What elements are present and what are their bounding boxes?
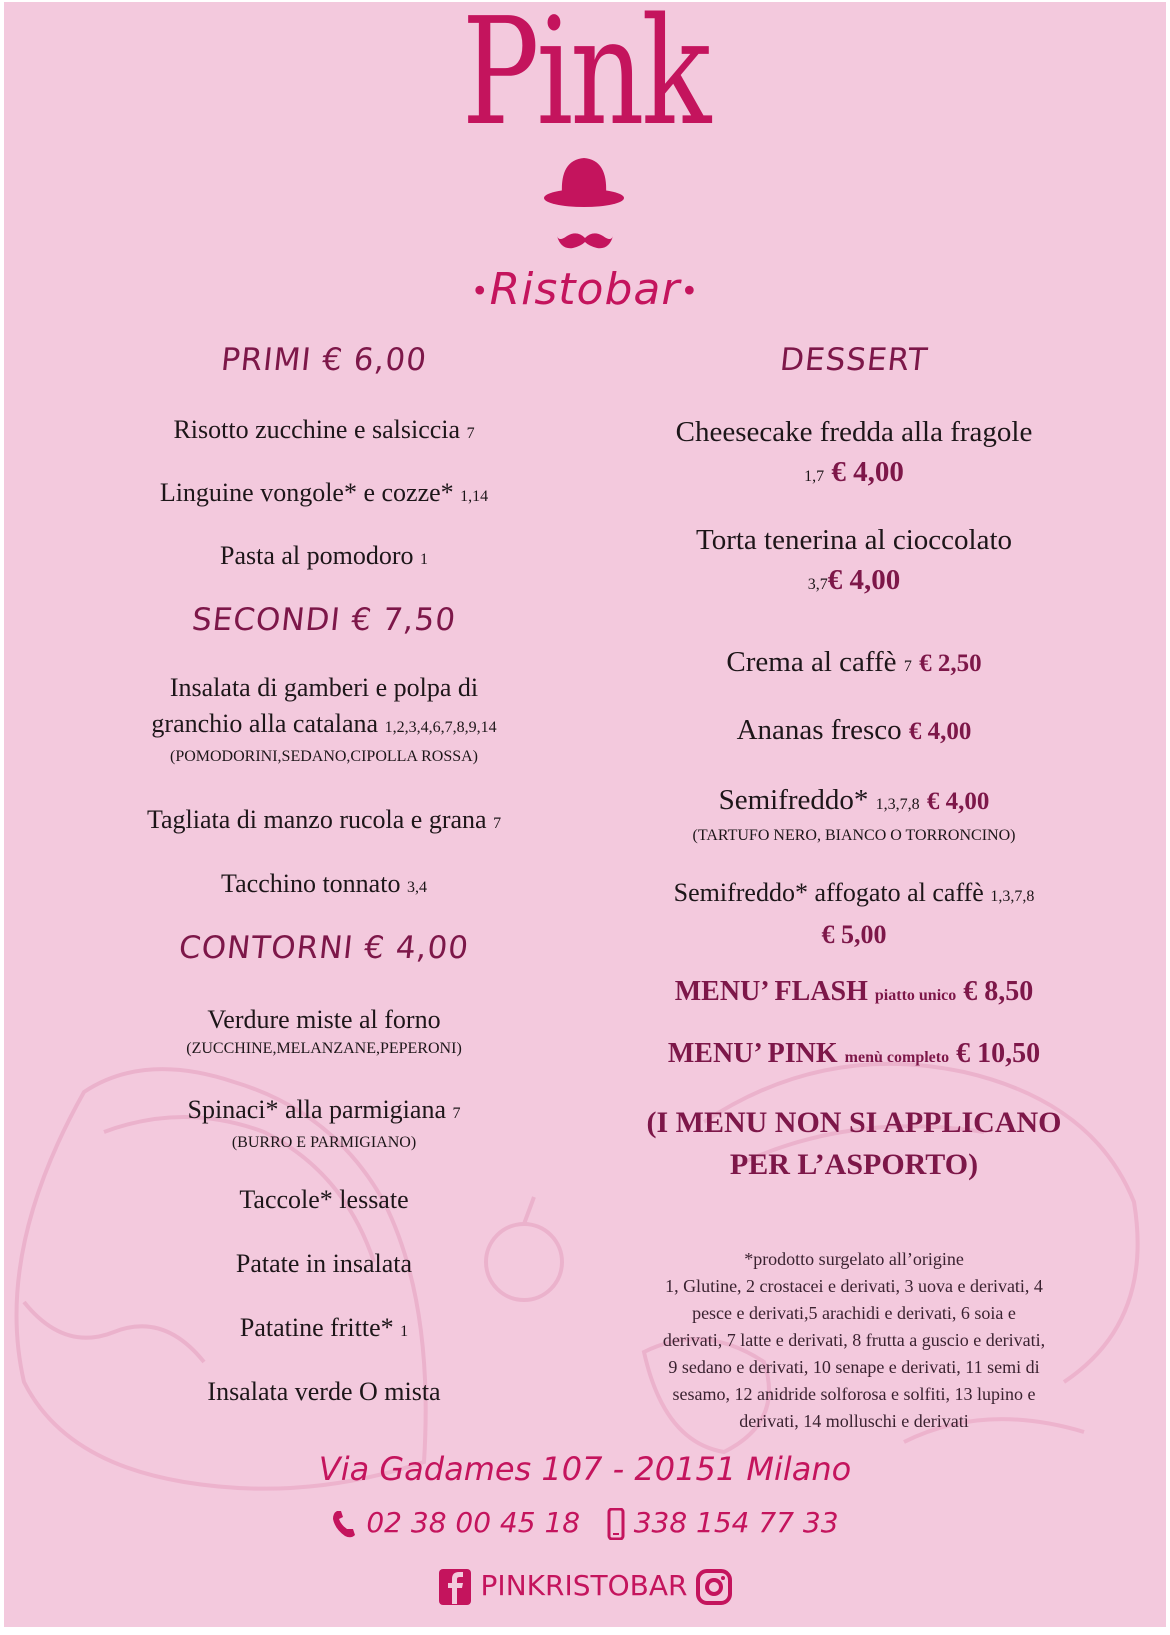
phone-number[interactable]: 02 38 00 45 18 — [366, 1506, 581, 1539]
menu-item: Insalata verde O mista — [207, 1377, 441, 1406]
section-title-primi: PRIMI € 6,00 — [219, 342, 429, 378]
instagram-icon[interactable] — [696, 1568, 732, 1606]
menu-item: Tagliata di manzo rucola e grana 7 — [146, 805, 502, 834]
menu-item: Ananas fresco € 4,00 — [736, 714, 972, 746]
contact-phones — [4, 1506, 1166, 1540]
social-handle — [4, 1568, 1166, 1606]
menu-item: Risotto zucchine e salsiccia 7 — [173, 415, 475, 444]
section-title-dessert: DESSERT — [778, 342, 930, 378]
menu-item: Cheesecake fredda alla fragole 1,7 € 4,00 — [675, 416, 1033, 488]
facebook-icon[interactable] — [438, 1568, 472, 1606]
mobile-icon — [607, 1508, 625, 1540]
menu-item: Linguine vongole* e cozze* 1,14 — [159, 478, 489, 507]
brand-logo: Pink — [461, 2, 709, 158]
menu-pink-offer: MENU’ PINK menù completo € 10,50 — [667, 1038, 1041, 1069]
menu-item: Verdure miste al forno (ZUCCHINE,MELANZANE,PEPERONI) — [186, 1005, 462, 1057]
menu-item: Tacchino tonnato 3,4 — [221, 869, 427, 898]
brand-subtitle: •Ristobar• — [470, 264, 700, 315]
left-column — [94, 2, 554, 1627]
menu-item: Insalata di gamberi e polpa di granchio alla catalana 1,2,3,4,6,7,8,9,14 (POMODORINI,SEDANO,CIPOLLA ROSSA) — [151, 673, 497, 765]
right-column — [594, 2, 1114, 1627]
menu-item: Spinaci* alla parmigiana 7 (BURRO E PARMIGIANO) — [187, 1095, 461, 1151]
menu-item: Patatine fritte* 1 — [239, 1313, 409, 1342]
menu-item: Crema al caffè 7 € 2,50 — [726, 646, 982, 678]
menu-item: Semifreddo* 1,3,7,8 € 4,00 (TARTUFO NERO, BIANCO O TORRONCINO) — [692, 784, 1016, 844]
menu-flash-offer: MENU’ FLASH piatto unico € 8,50 — [674, 976, 1034, 1007]
menu-item: Taccole* lessate — [239, 1185, 409, 1214]
section-title-contorni: CONTORNI € 4,00 — [177, 930, 471, 966]
frozen-note: *prodotto surgelato all’origine — [744, 1249, 964, 1269]
section-title-secondi: SECONDI € 7,50 — [190, 602, 458, 638]
phone-icon — [331, 1509, 357, 1539]
menu-item: Pasta al pomodoro 1 — [219, 541, 429, 570]
menu-item: Torta tenerina al cioccolato 3,7€ 4,00 — [696, 524, 1012, 596]
menu-page — [4, 2, 1166, 1627]
takeaway-notice: (I MENU NON SI APPLICANO PER L’ASPORTO) — [646, 1106, 1062, 1181]
mobile-number[interactable]: 338 154 77 33 — [633, 1506, 839, 1539]
menu-item: Semifreddo* affogato al caffè 1,3,7,8 € 5,00 — [673, 878, 1035, 949]
address: Via Gadames 107 - 20151 Milano — [318, 1450, 852, 1488]
menu-item: Patate in insalata — [235, 1249, 413, 1278]
allergen-legend: *prodotto surgelato all’origine 1, Glutine, 2 crostacei e derivati, 3 uova e derivati, 4 pesce e derivati,5 arachidi e derivati, 6 soia e derivati, 7 latte e derivati, 8 frutta a guscio e derivati, 9 sedano e derivati, 10 senape e derivati, 11 semi di sesamo, 12 anidride solforosa e solfiti, 13 lupino e derivati, 14 molluschi e derivati — [662, 1249, 1046, 1431]
social-name[interactable]: PINKRISTOBAR — [480, 1569, 688, 1602]
